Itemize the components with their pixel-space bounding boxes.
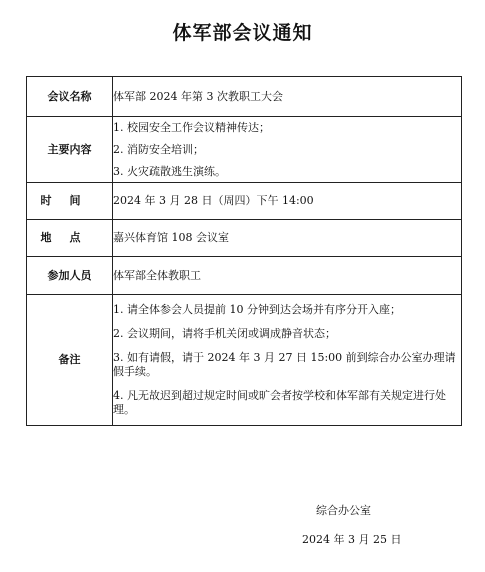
note-item: 4. 凡无故迟到超过规定时间或旷会者按学校和体军部有关规定进行处理。 bbox=[113, 389, 446, 416]
label-main-content: 主要内容 bbox=[27, 117, 113, 183]
note-item: 1. 请全体参会人员提前 10 分钟到达会场并有序分开入座； bbox=[113, 303, 401, 316]
label-attendees: 参加人员 bbox=[27, 257, 113, 295]
label-notes: 备注 bbox=[27, 295, 113, 426]
table-row-time bbox=[27, 183, 462, 220]
table-row-place bbox=[27, 220, 462, 257]
table-row-notes bbox=[27, 295, 462, 426]
page-title: 体军部会议通知 bbox=[172, 22, 313, 44]
table-row-name bbox=[27, 77, 462, 117]
value-place: 嘉兴体育馆 108 会议室 bbox=[113, 220, 462, 257]
value-meeting-name: 体军部 2024 年第 3 次教职工大会 bbox=[113, 77, 462, 117]
footer-date: 2024 年 3 月 25 日 bbox=[302, 533, 402, 546]
label-time: 时间 bbox=[27, 183, 113, 220]
value-notes bbox=[113, 295, 462, 426]
note-item: 3. 如有请假，请于 2024 年 3 月 27 日 15:00 前到综合办公室办理请假手续。 bbox=[113, 351, 456, 378]
note-item: 2. 会议期间，请将手机关闭或调成静音状态； bbox=[113, 327, 336, 340]
notice-table bbox=[26, 76, 462, 426]
label-meeting-name: 会议名称 bbox=[27, 77, 113, 117]
content-item: 3. 火灾疏散逃生演练。 bbox=[113, 164, 226, 178]
value-main-content bbox=[113, 117, 462, 183]
label-place: 地点 bbox=[27, 220, 113, 257]
content-item: 2. 消防安全培训； bbox=[113, 142, 204, 156]
value-time: 2024 年 3 月 28 日（周四）下午 14:00 bbox=[113, 183, 462, 220]
table-row-attendees bbox=[27, 257, 462, 295]
table-row-content bbox=[27, 117, 462, 183]
footer-office: 综合办公室 bbox=[316, 504, 371, 517]
value-attendees: 体军部全体教职工 bbox=[113, 257, 462, 295]
content-item: 1. 校园安全工作会议精神传达； bbox=[113, 120, 270, 134]
